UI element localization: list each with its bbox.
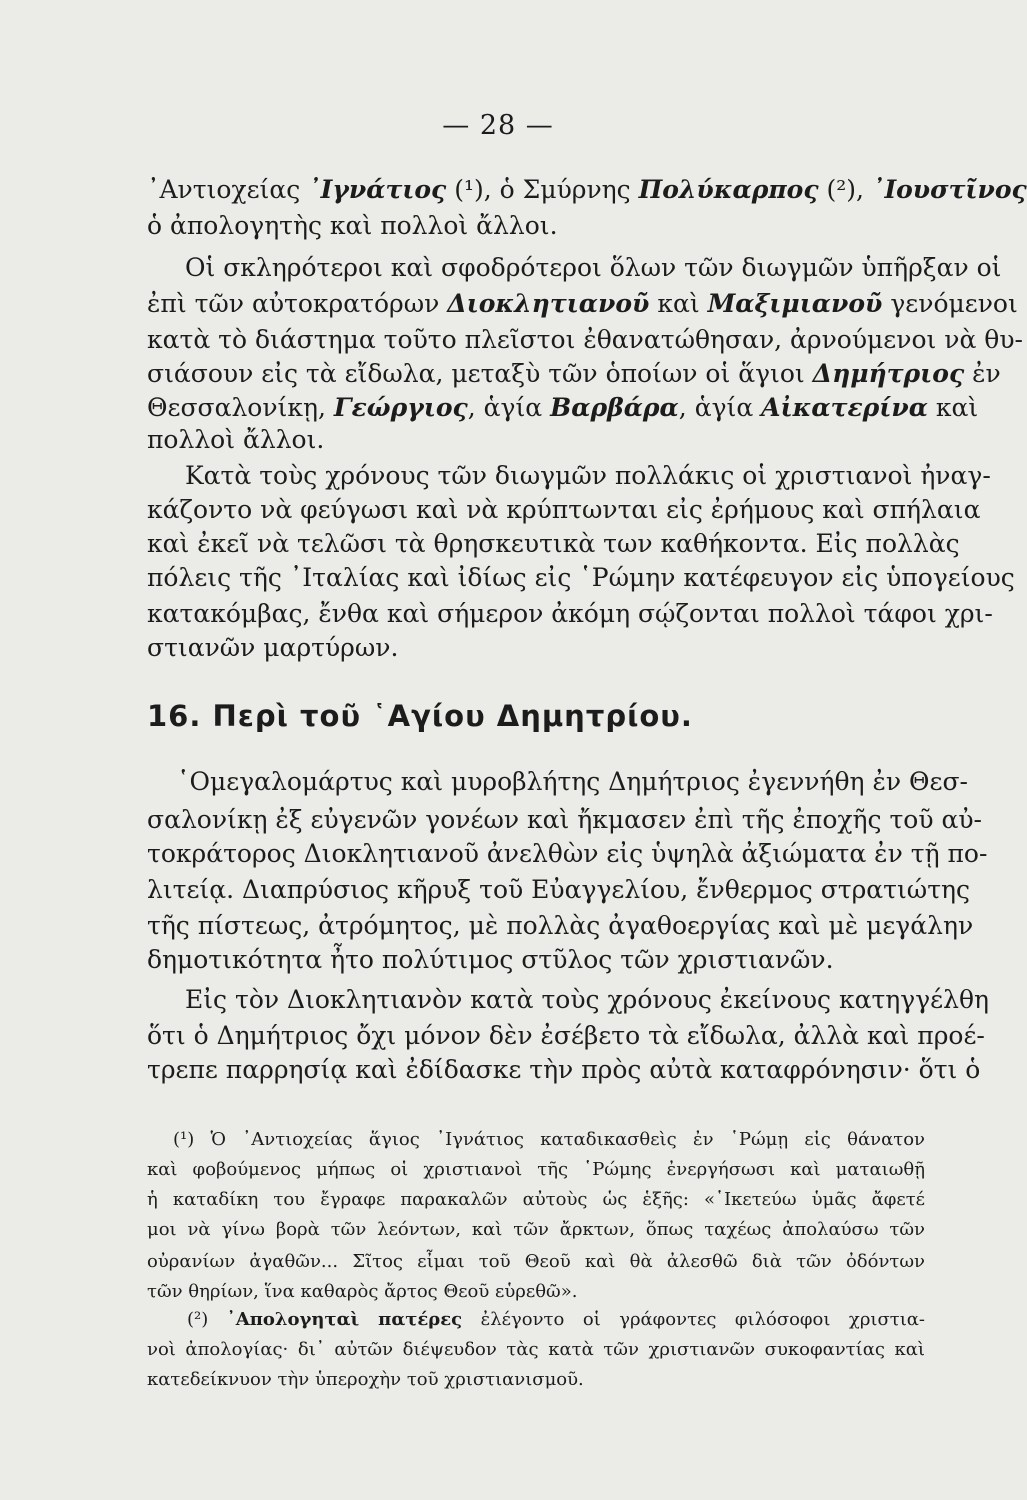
emphasis-name: Βαρβάρα xyxy=(550,393,679,422)
text-line: λιτείᾳ. Διαπρύσιος κῆρυξ τοῦ Εὐαγγελίου, ἔνθερμος στρατιώτης xyxy=(147,875,970,904)
emphasis-name: ᾿Ιγνάτιος xyxy=(308,175,447,204)
footnote-line: κατεδείκνυον τὴν ὑπεροχὴν τοῦ χριστιανισμοῦ. xyxy=(147,1369,584,1390)
text-line: κατακόμβας, ἔνθα καὶ σήμερον ἀκόμη σῴζονται πολλοὶ τάφοι χρι- xyxy=(147,599,993,628)
footnote-line: νοὶ ἀπολογίας· δι᾿ αὐτῶν διέψευδον τὰς κατὰ τῶν χριστιανῶν συκοφαντίας καὶ xyxy=(147,1339,925,1360)
text-line: καὶ ἐκεῖ νὰ τελῶσι τὰ θρησκευτικὰ των καθήκοντα. Εἰς πολλὰς xyxy=(147,529,960,558)
emphasis-name: Αἰκατερίνα xyxy=(761,393,928,422)
text-line: Εἰς τὸν Διοκλητιανὸν κατὰ τοὺς χρόνους ἐκείνους κατηγγέλθη xyxy=(185,985,989,1014)
page-number: — 28 — xyxy=(442,110,554,141)
footnote-line: ἡ καταδίκη του ἔγραφε παρακαλῶν αὐτοὺς ὡς ἑξῆς: «῾Ικετεύω ὑμᾶς ἄφετέ xyxy=(147,1189,925,1210)
footnote-line: οὐρανίων ἀγαθῶν... Σῖτος εἶμαι τοῦ Θεοῦ καὶ θὰ ἀλεσθῶ διὰ τῶν ὀδόντων xyxy=(147,1251,925,1272)
footnote-term: ᾿Απολογηταὶ πατέρες xyxy=(226,1309,463,1330)
text-line: τρεπε παρρησίᾳ καὶ ἐδίδασκε τὴν πρὸς αὐτὰ καταφρόνησιν· ὅτι ὁ xyxy=(147,1055,981,1084)
text-line: πόλεις τῆς ᾿Ιταλίας καὶ ἰδίως εἰς ῾Ρώμην κατέφευγον εἰς ὑπογείους xyxy=(147,563,1015,592)
text-line: δημοτικότητα ἦτο πολύτιμος στῦλος τῶν χριστιανῶν. xyxy=(147,945,834,974)
footnote-line: τῶν θηρίων, ἵνα καθαρὸς ἄρτος Θεοῦ εὑρεθῶ». xyxy=(147,1281,578,1302)
text-line: στιανῶν μαρτύρων. xyxy=(147,633,399,662)
footnote-line: (²) ᾿Απολογηταὶ πατέρες ἐλέγοντο οἱ γράφοντες φιλόσοφοι χριστια- xyxy=(187,1309,925,1330)
text-line: τοκράτορος Διοκλητιανοῦ ἀνελθὼν εἰς ὑψηλὰ ἀξιώματα ἐν τῇ πο- xyxy=(147,839,988,868)
text-line: ῾Ομεγαλομάρτυς καὶ μυροβλήτης Δημήτριος ἐγεννήθη ἐν Θεσ- xyxy=(177,767,968,796)
emphasis-name: Διοκλητιανοῦ xyxy=(447,289,650,318)
text-line: κατὰ τὸ διάστημα τοῦτο πλεῖστοι ἐθανατώθησαν, ἀρνούμενοι νὰ θυ- xyxy=(147,325,1023,354)
emphasis-name: Πολύκαρπος xyxy=(638,175,819,204)
emphasis-name: Γεώργιος xyxy=(333,393,468,422)
text-line: Οἱ σκληρότεροι καὶ σφοδρότεροι ὅλων τῶν διωγμῶν ὑπῆρξαν οἱ xyxy=(185,253,1002,282)
text-line: ἐπὶ τῶν αὐτοκρατόρων Διοκλητιανοῦ καὶ Μαξιμιανοῦ γενόμενοι xyxy=(147,289,1018,318)
text-line: Κατὰ τοὺς χρόνους τῶν διωγμῶν πολλάκις οἱ χριστιανοὶ ἠναγ- xyxy=(185,461,991,490)
text-line: Θεσσαλονίκῃ, Γεώργιος, ἁγία Βαρβάρα, ἁγία Αἰκατερίνα καὶ xyxy=(147,393,979,422)
text-line: σιάσουν εἰς τὰ εἴδωλα, μεταξὺ τῶν ὁποίων οἱ ἅγιοι Δημήτριος ἐν xyxy=(147,359,1001,388)
emphasis-name: ᾿Ιουστῖνος xyxy=(871,175,1027,204)
text-line: σαλονίκῃ ἐξ εὐγενῶν γονέων καὶ ἤκμασεν ἐπὶ τῆς ἐποχῆς τοῦ αὐ- xyxy=(147,805,982,834)
text-line: τῆς πίστεως, ἀτρόμητος, μὲ πολλὰς ἀγαθοεργίας καὶ μὲ μεγάλην xyxy=(147,911,974,940)
text-line: πολλοὶ ἄλλοι. xyxy=(147,425,325,454)
text-line: κάζοντο νὰ φεύγωσι καὶ νὰ κρύπτωνται εἰς ἐρήμους καὶ σπήλαια xyxy=(147,495,981,524)
footnote-line: (¹) Ὁ ᾿Αντιοχείας ἅγιος ᾿Ιγνάτιος καταδικασθεὶς ἐν ῾Ρώμῃ εἰς θάνατον xyxy=(173,1129,925,1150)
text-line: ᾿Αντιοχείας ᾿Ιγνάτιος (¹), ὁ Σμύρνης Πολύκαρπος (²), ᾿Ιουστῖνος xyxy=(147,175,1027,204)
emphasis-name: Μαξιμιανοῦ xyxy=(707,289,883,318)
text-line: ὁ ἀπολογητὴς καὶ πολλοὶ ἄλλοι. xyxy=(147,211,558,240)
emphasis-name: Δημήτριος xyxy=(812,359,965,388)
section-heading: 16. Περὶ τοῦ ῾Αγίου Δημητρίου. xyxy=(147,699,693,733)
footnote-line: καὶ φοβούμενος μήπως οἱ χριστιανοὶ τῆς ῾Ρώμης ἐνεργήσωσι καὶ ματαιωθῇ xyxy=(147,1159,925,1180)
footnote-line: μοι νὰ γίνω βορὰ τῶν λεόντων, καὶ τῶν ἄρκτων, ὅπως ταχέως ἀπολαύσω τῶν xyxy=(147,1219,925,1240)
text-line: ὅτι ὁ Δημήτριος ὄχι μόνον δὲν ἐσέβετο τὰ εἴδωλα, ἀλλὰ καὶ προέ- xyxy=(147,1021,985,1050)
